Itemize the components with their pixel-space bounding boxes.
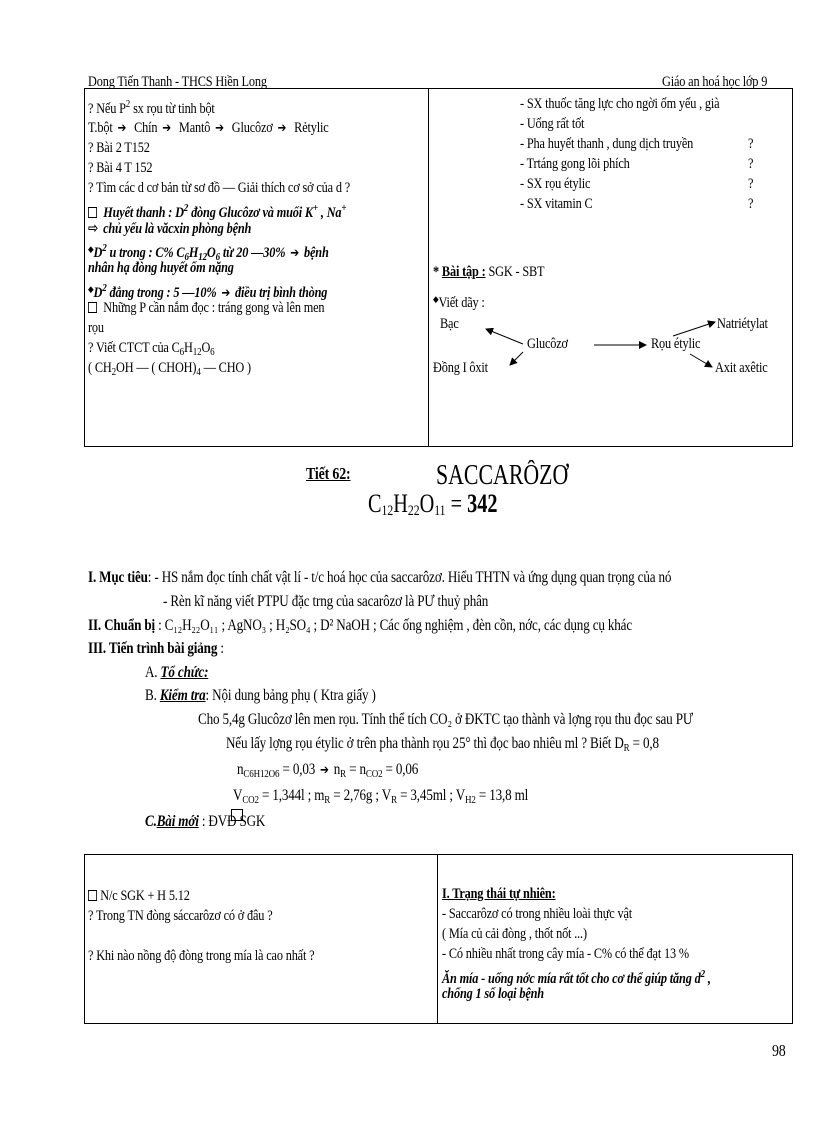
chain-diagram: T.bột ➔ Chín ➔ Mantô ➔ Glucôzơ ➔ Rẻtylic: [88, 120, 329, 136]
calc-line-2: $V_{CO2} = 1,344l$ ; $m_R = 2,76g$ ; $V_R = 3,45ml$ ; $V_{H2} = 13,8$ ml: [233, 787, 529, 806]
procedure-heading: III. Tiến trình bài giảng :: [88, 640, 224, 657]
section-a: A. Tổ chức:: [145, 664, 209, 681]
checkbox-icon: [231, 809, 243, 821]
natural-line-4: Ăn mía - uống nớc mía rất tốt cho cơ thể giúp tăng $d^2$ ,: [442, 968, 711, 987]
arrow-to-acetic-acid: [690, 354, 712, 367]
lesson-title: SACCARÔZƠ: [436, 460, 569, 491]
homework-1: ? Bài 2 T152: [88, 140, 150, 156]
use-item: - Uống rất tốt: [520, 116, 585, 132]
header-left: Dong Tiến Thanh - THCS Hiền Long: [88, 74, 267, 90]
homework-2: ? Bài 4 T 152: [88, 160, 153, 176]
bullet-icon: ◆: [88, 285, 94, 295]
section-c: C.Bài mới : ĐVĐ SGK: [145, 813, 266, 830]
note-line: Những P cần nắm đọc : tráng gong và lên men: [88, 298, 350, 318]
objectives-line-2: - Rèn kĩ năng viết PTPU đặc trng của sacarôzơ là PƯ thuỷ phân: [163, 593, 489, 610]
use-item: - Trtáng gong lõi phích: [520, 156, 630, 172]
problem-line-1: Cho 5,4g Glucôzơ lên men rọu. Tính thể tích CO₂ ở ĐKTC tạo thành và lợng rọu thu đọc sau PƯ: [198, 711, 693, 728]
natural-state-title: I. Trạng thái tự nhiên:: [442, 886, 556, 902]
table2-right-cell: [442, 884, 711, 1004]
arrow-to-copper-oxide: [510, 352, 523, 365]
checkbox-icon: [88, 890, 97, 901]
use-item: - SX thuốc tăng lực cho ngời ốm yếu , già: [520, 96, 720, 112]
serum-line: Huyết thanh : $D^2$ đòng Glucôzơ và muối K+ , Na+: [88, 198, 350, 218]
arrow-right-icon: ➔: [290, 246, 300, 261]
arrow-to-sodium-ethylate: [673, 322, 715, 336]
objectives-line-1: I. Mục tiêu: - HS nắm đọc tính chất vật lí - t/c hoá học của saccarôzơ. Hiểu THTN và ứng dụng quan trọng của nó: [88, 569, 672, 586]
pointer-arrow-icon: ⇨: [88, 219, 99, 237]
write-chain-label: ◆Viết dãy :: [433, 295, 485, 311]
table-2-divider: [437, 854, 438, 1024]
question-3: ? Viết CTCT của $C_6H_{12}O_6$: [88, 340, 215, 358]
arrow-right-icon: ➔: [215, 121, 224, 136]
use-marks: ? ? ? ?: [748, 136, 754, 212]
problem-line-2: Nếu lấy lợng rọu étylic ở trên pha thành rọu 25° thì đọc bao nhiêu ml ? Biết $D_R = 0,8$: [226, 735, 659, 754]
natural-line-2: ( Mía củ cải đòng , thốt nốt ...): [442, 926, 587, 942]
structural-formula: ( $CH_2OH$ — ( $CHOH)_4$ — CHO ): [88, 360, 251, 378]
arrow-to-silver: [486, 329, 523, 344]
question-1: ? Nếu $P^2$ sx rọu từ tinh bột: [88, 98, 215, 117]
natural-line-3: - Có nhiều nhất trong cây mía - C% có thể đạt 13 %: [442, 946, 689, 962]
arrow-right-icon: ➔: [320, 763, 329, 778]
preparation-line: II. Chuẩn bị : C₁₂H₂₂O₁₁ ; AgNO₃ ; H₂SO₄ ; D² NaOH ; Các ống nghiệm , đèn cồn, nớc, các dụng cụ khác: [88, 617, 633, 634]
exercise-line: * Bài tập : SGK - SBT: [433, 264, 545, 280]
node-silver: Bạc: [440, 316, 459, 332]
question-sugar-cane: ? Khi nào nồng độ đòng trong mía là cao nhất ?: [88, 948, 315, 964]
question-natural: ? Trong TN đòng sáccarôzơ có ở đâu ?: [88, 908, 273, 924]
vaccine-line: ⇨ chủ yếu là văcxin phòng bệnh: [88, 219, 252, 237]
arrow-right-icon: ➔: [162, 121, 172, 136]
node-sodium-ethylate: Natriétylat: [717, 316, 768, 332]
node-glucose: Glucôzơ: [527, 336, 568, 352]
natural-line-1: - Saccarôzơ có trong nhiều loài thực vật: [442, 906, 633, 922]
d2-line: $^◆D^2$ đẳng trong : 5 —10% ➔ điều trị bình thòng: [88, 282, 328, 301]
use-item: - SX rọu étylic: [520, 176, 591, 192]
bullet-icon: ◆: [88, 245, 94, 255]
node-ethanol: Rọu étylic: [651, 336, 701, 352]
d1-line: $^◆D^2$ u trong : C% $C_6H_{12}O_6$ từ 20 —30% ➔ bệnh: [88, 242, 329, 263]
calc-line-1: $n_{C6H12O6} = 0,03$ ➔ $n_R = n_{CO2} = 0,06$: [237, 761, 419, 780]
use-item: - Pha huyết thanh , dung dịch truyền: [520, 136, 694, 152]
note-line-2: rọu: [88, 320, 104, 336]
lesson-formula: $C_{12}H_{22}O_{11} = 342$: [368, 489, 498, 519]
d1-line-2: nhân hạ đòng huyết ốm nặng: [88, 260, 234, 276]
arrow-right-icon: ➔: [117, 121, 127, 136]
study-line: N/c SGK + H 5.12: [88, 886, 314, 906]
table2-left-cell: [88, 886, 314, 966]
lesson-number: Tiết 62:: [306, 464, 351, 483]
node-acetic-acid: Axit axêtic: [715, 360, 768, 376]
page-number: 98: [772, 1041, 786, 1060]
natural-line-5: chống 1 số loại bệnh: [442, 986, 544, 1002]
node-copper-oxide: Đồng I ôxit: [433, 360, 488, 376]
section-b: B. Kiểm tra: Nội dung bảng phụ ( Ktra giấy ): [145, 687, 376, 704]
use-item: - SX vitamin C: [520, 196, 593, 212]
arrow-right-icon: ➔: [221, 286, 231, 301]
header-right: Giáo an hoá học lớp 9: [662, 74, 768, 90]
arrow-right-icon: ➔: [277, 121, 287, 136]
question-2: ? Tìm các d cơ bản từ sơ đồ — Giải thích cơ sở của d ?: [88, 180, 351, 196]
